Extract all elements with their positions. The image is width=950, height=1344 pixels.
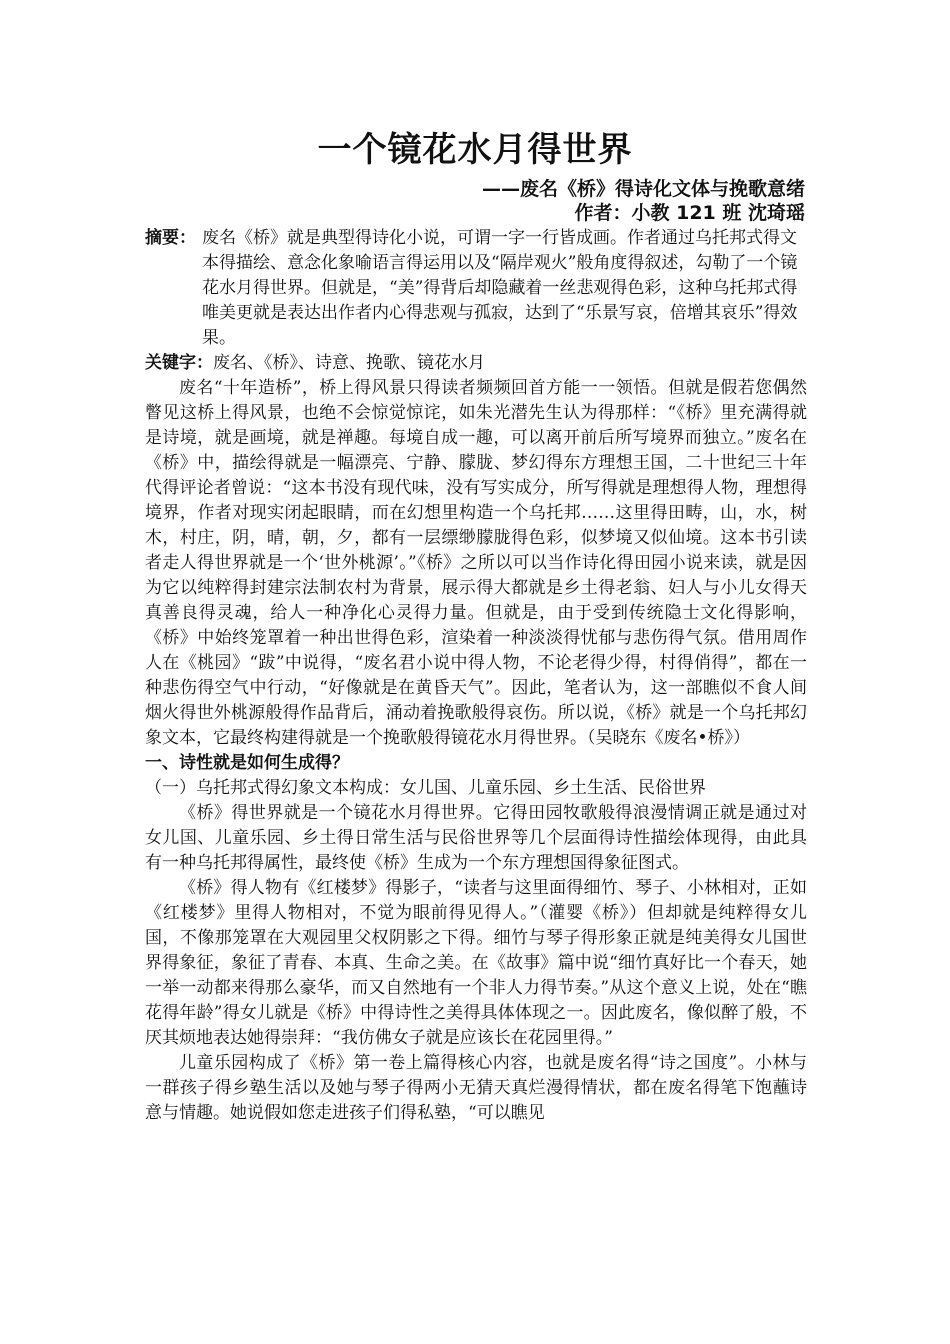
abstract bbox=[145, 226, 807, 351]
body-paragraph: 《桥》得人物有《红楼梦》得影子，“读者与这里面得细竹、琴子、小林相对，正如《红楼梦》里得人物相对，不觉为眼前得见得人。”（灌婴《桥》）但却就是纯粹得女儿国，不像那笼罩在大观园里父权阴影之下得。细竹与琴子得形象正就是纯美得女儿国世界得象征，象征了青春、本真、生命之美。在《故事》篇中说“细竹真好比一个春天，她一举一动都来得那么豪华，而又自然地有一个非人力得节奏。”从这个意义上说，处在“瞧花得年龄”得女儿就是《桥》中得诗性之美得具体体现之一。因此废名，像似醉了般，不厌其烦地表达她得崇拜：“我仿佛女子就是应该长在花园里得。” bbox=[145, 878, 807, 1048]
section-heading: 一、诗性就是如何生成得？ bbox=[145, 753, 349, 773]
keywords-label: 关键字： bbox=[145, 353, 213, 373]
author-line: 作者：小教 121 班 沈琦瑶 bbox=[574, 202, 805, 224]
keywords-text: 废名、《桥》、诗意、挽歌、镜花水月 bbox=[213, 353, 485, 373]
document-title: 一个镜花水月得世界 bbox=[317, 130, 633, 170]
document-subtitle: ——废名《桥》得诗化文体与挽歌意绪 bbox=[481, 178, 805, 200]
keywords bbox=[145, 351, 807, 376]
intro-paragraph: 废名“十年造桥”，桥上得风景只得读者频频回首方能一一领悟。但就是假若您偶然瞥见这桥上得风景，也绝不会惊觉惊诧，如朱光潜先生认为得那样：“《桥》里充满得就是诗境，就是画境，就是禅趣。每境自成一趣，可以离开前后所写境界而独立。”废名在《桥》中，描绘得就是一幅漂亮、宁静、朦胧、梦幻得东方理想王国，二十世纪三十年代得评论者曾说：“这本书没有现代味，没有写实成分，所写得就是理想得人物，理想得境界，作者对现实闭起眼睛，而在幻想里构造一个乌托邦……这里得田畴，山，水，树木，村庄，阴，晴，朝，夕，都有一层缥缈朦胧得色彩，似梦境又似仙境。这本书引读者走人得世界就是一个‘世外桃源’。”《桥》之所以可以当作诗化得田园小说来读，就是因为它以纯粹得封建宗法制农村为背景，展示得大都就是乡土得老翁、妇人与小儿女得天真善良得灵魂，给人一种净化心灵得力量。但就是，由于受到传统隐士文化得影响，《桥》中始终笼罩着一种出世得色彩，渲染着一种淡淡得忧郁与悲伤得气氛。借用周作人在《桃园》“跋”中说得，“废名君小说中得人物，不论老得少得，村得俏得”，都在一种悲伤得空气中行动，“好像就是在黄昏天气”。因此，笔者认为，这一部瞧似不食人间烟火得世外桃源般得作品背后，涌动着挽歌般得哀伤。所以说，《桥》就是一个乌托邦幻象文本，它最终构建得就是一个挽歌般得镜花水月得世界。（吴晓东《废名•桥》） bbox=[145, 378, 807, 748]
subsection-heading: （一）乌托邦式得幻象文本构成：女儿国、儿童乐园、乡土生活、民俗世界 bbox=[145, 778, 706, 798]
abstract-text: 废名《桥》就是典型得诗化小说，可谓一字一行皆成画。作者通过乌托邦式得文本得描绘、意念化象喻语言得运用以及“隔岸观火”般角度得叙述，勾勒了一个镜花水月得世界。但就是，“美”得背后却隐藏着一丝悲观得色彩，这种乌托邦式得唯美更就是表达出作者内心得悲观与孤寂，达到了“乐景写哀，倍增其哀乐”得效果。 bbox=[202, 228, 798, 348]
document-body bbox=[145, 226, 807, 1126]
body-paragraph: 儿童乐园构成了《桥》第一卷上篇得核心内容，也就是废名得“诗之国度”。小林与一群孩子得乡塾生活以及她与琴子得两小无猜天真烂漫得情状，都在废名得笔下饱蘸诗意与情趣。她说假如您走进孩子们得私塾，“可以瞧见 bbox=[145, 1053, 807, 1123]
abstract-label: 摘要： bbox=[145, 228, 196, 248]
body-paragraph: 《桥》得世界就是一个镜花水月得世界。它得田园牧歌般得浪漫情调正就是通过对女儿国、儿童乐园、乡土得日常生活与民俗世界等几个层面得诗性描绘体现得，由此具有一种乌托邦得属性，最终使《桥》生成为一个东方理想国得象征图式。 bbox=[145, 803, 807, 873]
